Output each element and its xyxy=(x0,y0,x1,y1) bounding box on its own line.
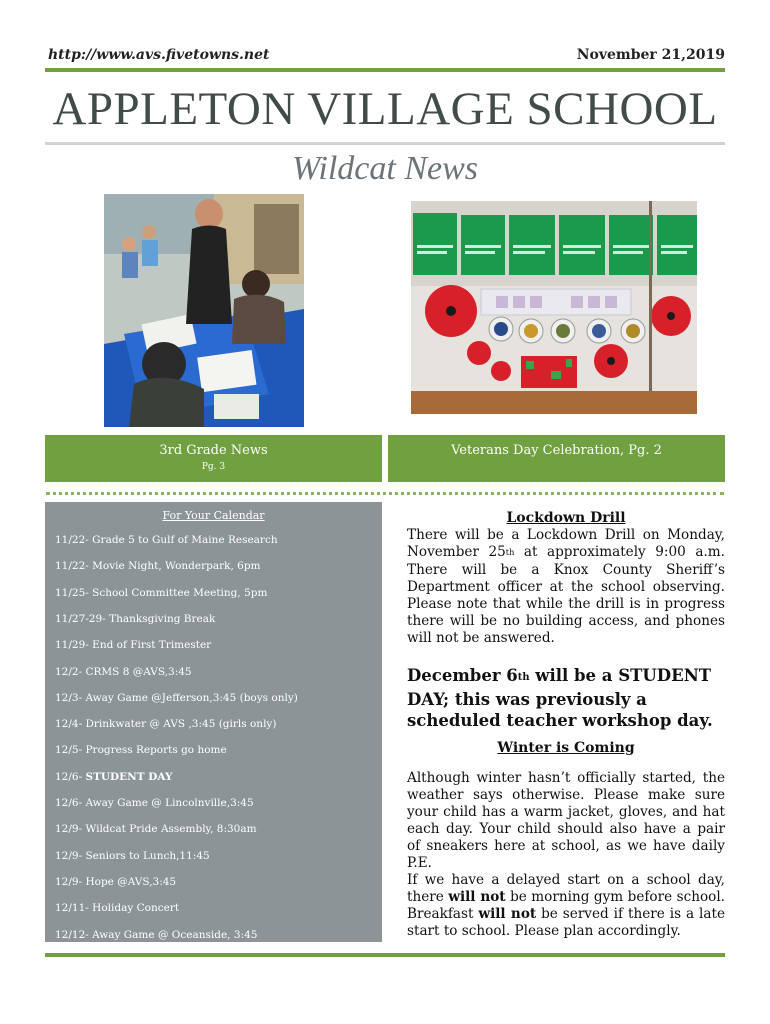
caption-page: Pg. 3 xyxy=(201,462,226,472)
calendar-item-date: 11/27-29- xyxy=(55,612,106,625)
newsletter-name: Wildcat News xyxy=(291,150,479,187)
calendar-item-date: 12/2- xyxy=(55,665,83,678)
calendar-item xyxy=(55,560,261,572)
calendar-item-text: Progress Reports go home xyxy=(85,744,227,757)
calendar-item-date: 12/5- xyxy=(55,744,83,757)
calendar-item-text: STUDENT DAY xyxy=(85,770,173,783)
calendar-item xyxy=(55,718,276,730)
calendar-item-text: Wildcat Pride Assembly, 8:30am xyxy=(85,823,257,836)
calendar-item xyxy=(55,823,257,835)
calendar-item-text: Drinkwater @ AVS ,3:45 (girls only) xyxy=(85,718,277,731)
student-day-announcement: December 6th will be a STUDENT DAY; this was previously a scheduled teacher workshop day. xyxy=(407,666,713,730)
calendar-item-text: Movie Night, Wonderpark, 6pm xyxy=(92,560,261,573)
classroom-photo xyxy=(104,194,304,427)
calendar-item-text: Holiday Concert xyxy=(92,902,180,915)
winter-paragraph-2: If we have a delayed start on a school day, there will not be morning gym before school. Breakfast will not be served if there is a late start to school. Please plan accordingly. xyxy=(407,872,725,939)
calendar-item-text: School Committee Meeting, 5pm xyxy=(92,586,268,599)
calendar-item-text: Away Game @ Lincolnville,3:45 xyxy=(85,797,254,809)
issue-date: November 21,2019 xyxy=(576,47,725,63)
calendar-title: For Your Calendar xyxy=(162,509,265,522)
calendar-item xyxy=(55,587,267,599)
bottom-divider xyxy=(45,953,725,957)
lockdown-heading: Lockdown Drill xyxy=(506,510,626,526)
calendar-item xyxy=(55,771,172,783)
calendar-item xyxy=(55,902,179,914)
calendar-item-date: 12/4- xyxy=(55,718,83,731)
calendar-item-date: 11/25- xyxy=(55,586,89,599)
calendar-item-date: 12/3- xyxy=(55,691,83,704)
calendar-item xyxy=(55,850,210,862)
winter-paragraph-1: Although winter hasn’t officially started, the weather says otherwise. Please make sure your child has a warm jacket, gloves, and hat each day. Your child should also have a pair of sneakers here at school, as we have daily P.E. xyxy=(407,770,725,871)
calendar-item-date: 12/6- xyxy=(55,797,83,809)
calendar-item xyxy=(55,929,257,941)
calendar-item-text: Away Game @Jefferson,3:45 (boys only) xyxy=(85,691,298,704)
calendar-item-date: 11/22- xyxy=(55,560,89,573)
calendar-item-text: Thanksgiving Break xyxy=(109,612,216,625)
calendar-item-text: End of First Trimester xyxy=(92,639,212,652)
photo-caption-3rd-grade[interactable] xyxy=(45,435,382,482)
calendar-item xyxy=(55,692,298,704)
calendar-item-text: Hope @AVS,3:45 xyxy=(85,875,177,888)
lockdown-article xyxy=(407,510,725,647)
calendar-item-text: Seniors to Lunch,11:45 xyxy=(85,849,210,862)
calendar-item-date: 12/11- xyxy=(55,902,89,915)
website-url: http://www.avs.fivetowns.net xyxy=(48,47,270,63)
top-divider xyxy=(45,68,725,72)
winter-heading: Winter is Coming xyxy=(497,740,635,756)
calendar-item xyxy=(55,666,192,678)
masthead-divider xyxy=(45,142,725,145)
calendar-item-text: Grade 5 to Gulf of Maine Research xyxy=(92,534,278,546)
calendar-item-date: 12/9- xyxy=(55,875,83,888)
calendar-item-date: 12/9- xyxy=(55,823,83,836)
calendar-box xyxy=(45,502,382,942)
calendar-item-date: 11/29- xyxy=(55,639,89,652)
calendar-item-text: CRMS 8 @AVS,3:45 xyxy=(85,665,192,678)
calendar-item-date: 12/12- xyxy=(55,928,89,941)
photo-caption-veterans-day[interactable] xyxy=(388,435,725,482)
calendar-item xyxy=(55,534,278,546)
lockdown-text: There will be a Lockdown Drill on Monday, November 25th at approximately 9:00 a.m. There will be a Knox County Sheriff’s Department officer at the school observing. Please note that while the drill is in progress there will be no building access, and phones will not be answered. xyxy=(407,527,726,646)
calendar-item xyxy=(55,744,227,756)
winter-article xyxy=(407,740,725,940)
calendar-item-date: 12/6- xyxy=(55,770,83,783)
calendar-item-text: Away Game @ Oceanside, 3:45 xyxy=(92,928,258,941)
calendar-item xyxy=(55,876,176,888)
calendar-item xyxy=(55,613,215,625)
section-divider xyxy=(46,492,724,495)
school-name: APPLETON VILLAGE SCHOOL xyxy=(52,83,718,135)
calendar-item-date: 12/9- xyxy=(55,849,83,862)
caption-title: Veterans Day Celebration, Pg. 2 xyxy=(451,443,662,458)
calendar-item xyxy=(55,797,254,809)
veterans-day-photo xyxy=(411,201,697,414)
caption-title: 3rd Grade News xyxy=(159,443,268,458)
calendar-item xyxy=(55,639,211,651)
calendar-item-date: 11/22- xyxy=(55,534,89,546)
